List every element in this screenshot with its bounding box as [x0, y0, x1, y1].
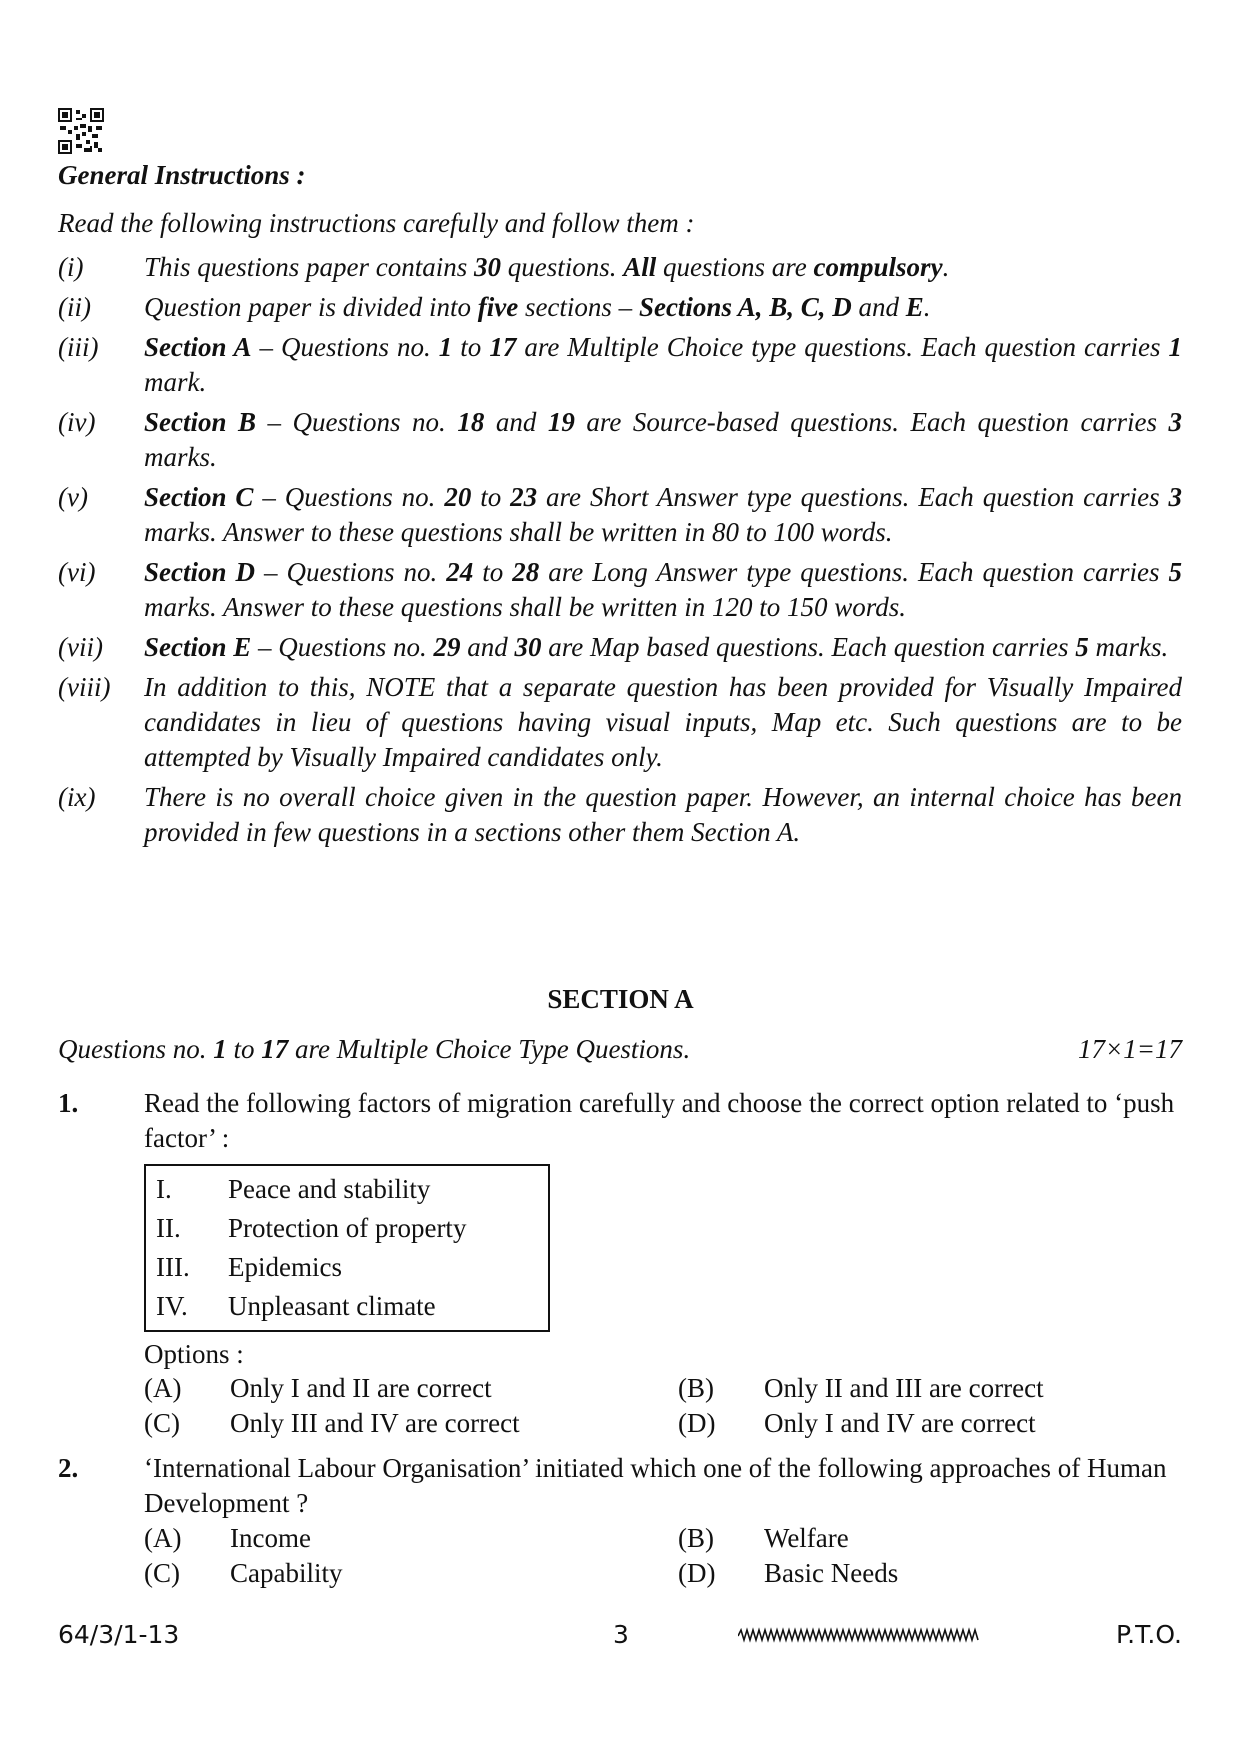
instruction-item	[58, 480, 1182, 550]
pto-label: P.T.O.	[1116, 1620, 1182, 1649]
factor-text: Unpleasant climate	[228, 1291, 436, 1321]
instruction-text: There is no overall choice given in the question paper. However, an internal choice has been provided in few questions in a sections other them Section A.	[144, 782, 1182, 847]
question-text: ‘International Labour Organisation’ initiated which one of the following approaches of Human Development ?	[144, 1453, 1167, 1518]
question-1	[58, 1086, 1182, 1441]
instruction-text: Section E – Questions no. 29 and 30 are Map based questions. Each question carries 5 marks.	[144, 632, 1169, 662]
factor-list-box	[144, 1164, 550, 1332]
option-label: (B)	[678, 1373, 714, 1403]
answer-option	[144, 1371, 678, 1406]
question-number: 2.	[58, 1453, 79, 1483]
q2-options	[144, 1521, 1182, 1591]
instruction-item	[58, 405, 1182, 475]
instruction-item	[58, 290, 1182, 325]
instruction-text: In addition to this, NOTE that a separate question has been provided for Visually Impaired candidates in lieu of questions having visual inputs, Map etc. Such questions are to be attempted by Visually Impaired candidates only.	[144, 672, 1182, 772]
instruction-number: (v)	[58, 482, 88, 512]
instruction-text: Section D – Questions no. 24 to 28 are Long Answer type questions. Each question carries 5 marks. Answer to these questions shall be written in 120 to 150 words.	[144, 557, 1183, 622]
option-label: (D)	[678, 1558, 716, 1588]
option-label: (B)	[678, 1523, 714, 1553]
factor-item	[156, 1209, 538, 1248]
factor-text: Peace and stability	[228, 1174, 431, 1204]
options-label: Options :	[144, 1339, 244, 1369]
factor-number: IV.	[156, 1291, 188, 1321]
option-text: Only I and IV are correct	[764, 1408, 1036, 1438]
answer-option	[678, 1556, 1182, 1591]
factor-item	[156, 1248, 538, 1287]
instruction-item	[58, 250, 1182, 285]
instruction-text: Question paper is divided into five sections – Sections A, B, C, D and E.	[144, 292, 931, 322]
option-label: (A)	[144, 1373, 182, 1403]
section-a-note: Questions no. 1 to 17 are Multiple Choice Type Questions.	[58, 1034, 691, 1064]
option-text: Basic Needs	[764, 1558, 899, 1588]
instruction-item	[58, 555, 1182, 625]
factor-number: I.	[156, 1174, 172, 1204]
factor-number: II.	[156, 1213, 181, 1243]
option-label: (D)	[678, 1408, 716, 1438]
instruction-item	[58, 670, 1182, 775]
answer-option	[144, 1406, 678, 1441]
instruction-number: (viii)	[58, 672, 111, 702]
instruction-item	[58, 780, 1182, 850]
page-footer	[58, 1620, 1182, 1654]
paper-code: 64/3/1-13	[58, 1620, 180, 1649]
option-text: Only II and III are correct	[764, 1373, 1044, 1403]
option-text: Capability	[230, 1558, 343, 1588]
section-a-note-row	[58, 1034, 1182, 1065]
instruction-number: (i)	[58, 252, 84, 282]
instruction-text: This questions paper contains 30 questions. All questions are compulsory.	[144, 252, 950, 282]
option-text: Welfare	[764, 1523, 849, 1553]
answer-option	[678, 1406, 1182, 1441]
instruction-text: Section C – Questions no. 20 to 23 are Short Answer type questions. Each question carries 3 marks. Answer to these questions shall be written in 80 to 100 words.	[144, 482, 1182, 547]
question-number: 1.	[58, 1088, 79, 1118]
option-label: (A)	[144, 1523, 182, 1553]
instruction-number: (iv)	[58, 407, 96, 437]
instruction-list	[58, 250, 1182, 855]
squiggle-line-icon	[738, 1626, 988, 1646]
answer-option	[678, 1371, 1182, 1406]
section-a-marks: 17×1=17	[1078, 1034, 1182, 1064]
factor-text: Protection of property	[228, 1213, 467, 1243]
option-text: Income	[230, 1523, 311, 1553]
option-text: Only I and II are correct	[230, 1373, 492, 1403]
instruction-item	[58, 630, 1182, 665]
instruction-number: (ix)	[58, 782, 96, 812]
option-label: (C)	[144, 1558, 180, 1588]
instruction-item	[58, 330, 1182, 400]
option-text: Only III and IV are correct	[230, 1408, 520, 1438]
qr-code-icon	[58, 108, 104, 154]
answer-option	[144, 1521, 678, 1556]
option-label: (C)	[144, 1408, 180, 1438]
answer-option	[144, 1556, 678, 1591]
factor-text: Epidemics	[228, 1252, 342, 1282]
instruction-number: (iii)	[58, 332, 99, 362]
q1-options	[144, 1371, 1182, 1441]
page-number: 3	[613, 1620, 629, 1649]
section-a-heading: SECTION A	[547, 984, 694, 1014]
general-instructions-intro: Read the following instructions carefully and follow them :	[58, 208, 695, 238]
instruction-number: (ii)	[58, 292, 91, 322]
instruction-text: Section B – Questions no. 18 and 19 are Source-based questions. Each question carries 3 marks.	[144, 407, 1183, 472]
general-instructions-title: General Instructions :	[58, 160, 306, 190]
question-2	[58, 1451, 1182, 1591]
question-text: Read the following factors of migration carefully and choose the correct option related to ‘push factor’ :	[144, 1088, 1175, 1153]
instruction-text: Section A – Questions no. 1 to 17 are Multiple Choice type questions. Each question carries 1 mark.	[144, 332, 1182, 397]
factor-item	[156, 1170, 538, 1209]
factor-number: III.	[156, 1252, 190, 1282]
factor-item	[156, 1287, 538, 1326]
instruction-number: (vii)	[58, 632, 103, 662]
instruction-number: (vi)	[58, 557, 96, 587]
answer-option	[678, 1521, 1182, 1556]
